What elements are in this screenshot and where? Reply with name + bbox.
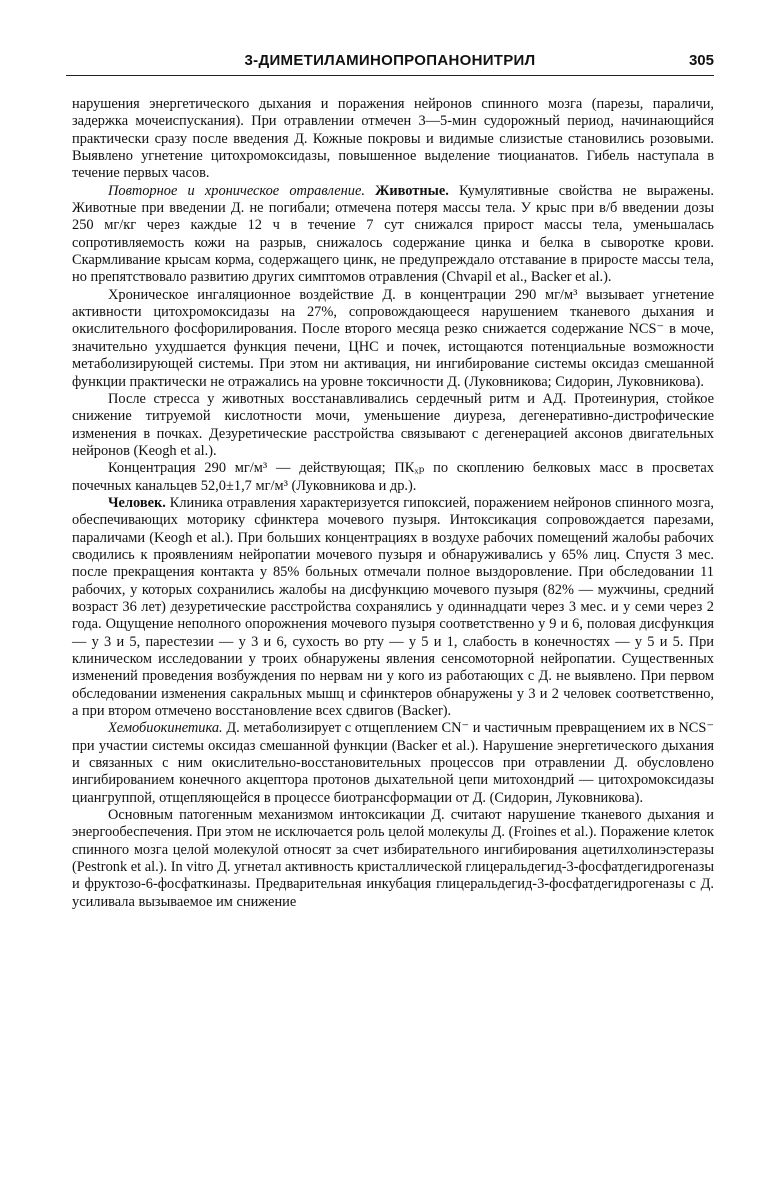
paragraph [72,287,714,391]
paragraph [72,495,714,720]
paragraph [72,460,714,495]
paragraph [72,391,714,460]
paragraph-text: Хроническое ингаляционное воздействие Д. в концентрации 290 мг/м³ вызывает угнетение активности цитохромоксидазы на 27%, сопровождающееся нарушением тканевого дыхания и окислительного фосфорилирования. После второго месяца резко снижается содержание NCS⁻ в моче, значительно ухудшается функция печени, ЦНС и почек, истощаются потенциальные возможности метаболизирующей системы. При этом ни активация, ни ингибирование системы оксидаз смешанной функции практически не отражались на уровне токсичности Д. (Луковникова; Сидорин, Луковникова). [72,286,714,390]
section-heading: Хемобиокинетика. [108,720,223,737]
paragraph [72,720,714,807]
subject-heading: Человек. [108,494,166,511]
section-heading: Повторное и хроническое отравление. [108,182,365,199]
running-title: 3-ДИМЕТИЛАМИНОПРОПАНОНИТРИЛ [244,52,536,69]
paragraph [72,807,714,911]
paragraph [72,183,714,287]
page-number: 305 [688,52,714,69]
paragraph [72,96,714,183]
page-header [66,49,714,76]
body-text [72,96,714,911]
paragraph-text: Концентрация 290 мг/м³ — действующая; ПКₓₚ по скоплению белковых масс в просветах почечных канальцев 52,0±1,7 мг/м³ (Луковникова и др.). [72,460,714,494]
paragraph-text: Д. метаболизирует с отщеплением CN⁻ и частичным превращением их в NCS⁻ при участии системы оксидаз смешанной функции (Backer et al.). Нарушение энергетического дыхания и связанных с ним окислительно-восстановительных процессов при отравлении Д. обусловлено ингибированием конечного акцептора протонов дыхательной цепи митохондрий — цитохромоксидазы циангруппой, отщепляющейся в процессе биотрансформации от Д. (Сидорин, Луковникова). [72,720,714,806]
paragraph-text: нарушения энергетического дыхания и поражения нейронов спинного мозга (парезы, параличи, задержка мочеиспускания). При отравлении отмечен 3—5-мин судорожный период, начинающийся практически сразу после введения Д. Кожные покровы и видимые слизистые становились розовыми. Выявлено угнетение цитохромоксидазы, повышенное выделение тиоцианатов. Гибель наступала в течение первых часов. [72,96,714,182]
paragraph-text: Кумулятивные свойства не выражены. Животные при введении Д. не погибали; отмечена потеря массы тела. У крыс при в/б введении дозы 250 мг/кг через каждые 12 ч в течение 7 сут снижался прирост массы тела, уменьшалась сопротивляемость кожи на разрыв, снижалось содержание цинка и белка в сыворотке крови. Скармливание крысам корма, содержащего цинк, не предупреждало отставание в приросте массы тела, но препятствовало развитию других симптомов отравления (Chvapil et al., Backer et al.). [72,182,714,286]
paragraph-text: После стресса у животных восстанавливались сердечный ритм и АД. Протеинурия, стойкое снижение титруемой кислотности мочи, уменьшение диуреза, дегенеративно-дистрофические изменения в почках. Дезуретические расстройства связывают с дегенерацией аксонов двигательных нейронов (Keogh et al.). [72,390,714,459]
subject-heading: Животные. [375,182,449,199]
paragraph-text: Основным патогенным механизмом интоксикации Д. считают нарушение тканевого дыхания и энергообеспечения. При этом не исключается роль целой молекулы Д. (Froines et al.). Поражение клеток спинного мозга целой молекулой относят за счет избирательного ингибирования ацетилхолинэстеразы (Pestronk et al.). In vitro Д. угнетал активность кристаллической глицеральдегид-3-фосфатдегидрогеназы и фруктозо-6-фосфаткиназы. Предварительная инкубация глицеральдегид-3-фосфатдегидрогеназы с Д. усиливала вызываемое им снижение [72,807,714,910]
paragraph-text: Клиника отравления характеризуется гипоксией, поражением нейронов спинного мозга, обеспечивающих моторику сфинктера мочевого пузыря. Интоксикация сопровождается парезами, параличами (Keogh et al.). При больших концентрациях в воздухе рабочих помещений жалобы рабочих сводились к проявлениям нейропатии мочевого пузыря и обнаруживались у 65% лиц. Спустя 3 мес. после прекращения контакта у 85% больных отмечали полное выздоровление. При обследовании 11 рабочих, у которых сохранились жалобы на дисфункцию мочевого пузыря (82% — мужчины, средний возраст 36 лет) дезуретические расстройства сохранялись у одиннадцати через 3 мес. и у семи через 2 года. Ощущение неполного опорожнения мочевого пузыря соответственно у 9 и 6, половая дисфункция — у 3 и 5, парестезии — у 3 и 6, сухость во рту — у 5 и 1, слабость в конечностях — у 5 и 5. При клиническом исследовании у троих обнаружены явления сенсомоторной нейропатии. Существенных изменений проведения возбуждения по нервам ни у кого из работающих с Д. не выявлено. При первом обследовании изменения сакральных мышц и сфинктеров обнаружены у 3 и 2 человек соответственно, а при втором отмечено восстановление всех сдвигов (Backer). [72,494,714,720]
